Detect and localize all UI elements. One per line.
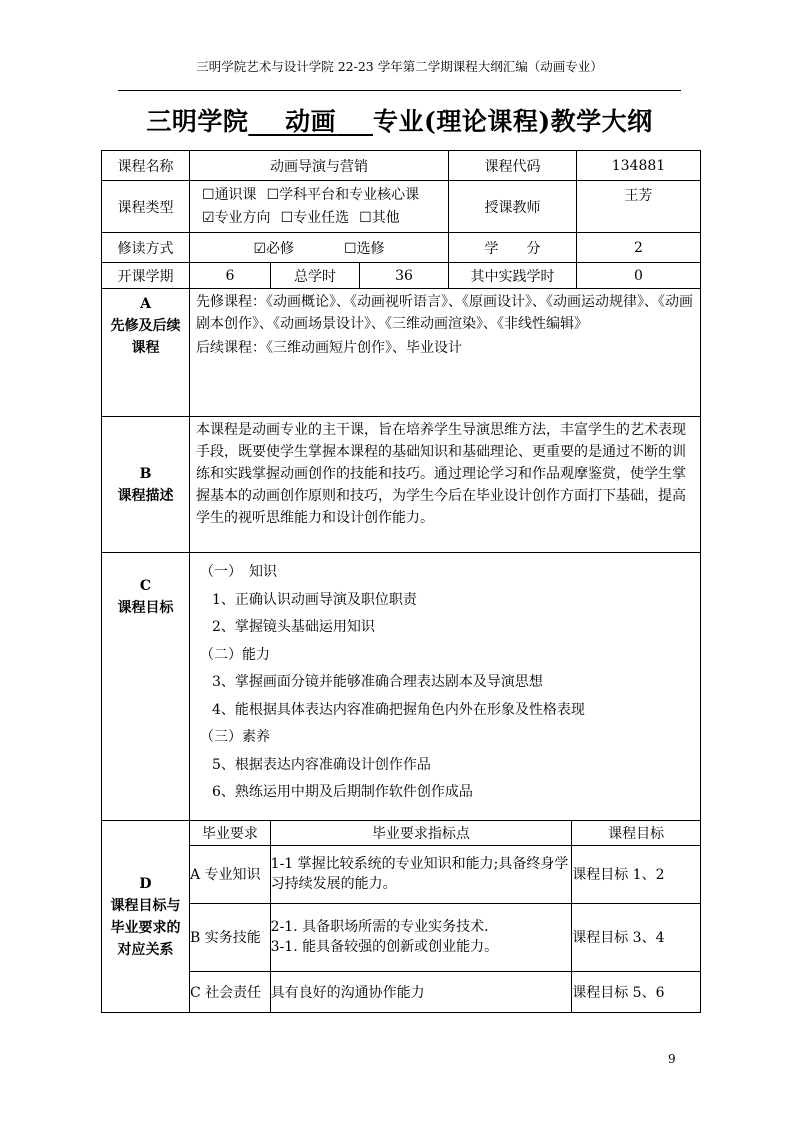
teacher-label: 授课教师	[449, 181, 577, 233]
running-header: 三明学院艺术与设计学院 22-23 学年第二学期课程大纲汇编（动画专业）	[196, 59, 603, 74]
credit-value: 2	[577, 233, 701, 263]
course-code-label: 课程代码	[449, 151, 577, 181]
section-d-content	[190, 821, 701, 1013]
column-header: 毕业要求指标点	[270, 821, 572, 845]
section-d-label: D 课程目标与毕业要求的对应关系	[102, 821, 190, 1013]
type-option-direction: ☑专业方向	[202, 209, 271, 226]
section-a-content	[190, 289, 701, 417]
course-goals	[190, 553, 700, 807]
table-row	[190, 903, 700, 971]
goal-group-heading: （二）能力	[200, 646, 270, 663]
column-header: 毕业要求	[190, 821, 270, 845]
document-title	[0, 102, 799, 138]
indicator-cell: 2-1. 具备职场所需的专业实务技术. 3-1. 能具备较强的创新或创业能力。	[270, 903, 572, 971]
credit-label: 学 分	[449, 233, 577, 263]
semester-label: 开课学期	[102, 263, 190, 289]
type-option-elective: ☐专业任选	[280, 209, 350, 226]
goal-cell: 课程目标 1、2	[572, 845, 700, 903]
goal-group-heading: （三）素养	[200, 729, 270, 745]
prerequisite-courses: 先修课程：《动画概论》、《动画视听语言》、《原画设计》、《动画运动规律》、《动画剧本创作》、《动画场景设计》、《三维动画渲染》、《非线性编辑》	[196, 294, 693, 332]
total-hours-value: 36	[360, 263, 449, 289]
goal-item: 3、掌握画面分镜并能够准确合理表达剧本及导演思想	[212, 674, 543, 690]
indicator-cell: 1-1 掌握比较系统的专业知识和能力;具备终身学习持续发展的能力。	[270, 845, 572, 903]
goal-item: 4、能根据具体表达内容准确把握角色内外在形象及性格表现	[212, 701, 585, 718]
course-name-value: 动画导演与营销	[190, 151, 449, 181]
goal-item: 2、掌握镜头基础运用知识	[212, 619, 375, 635]
table-row	[190, 845, 700, 903]
title-prefix: 三明学院	[146, 107, 249, 136]
teacher-value: 王芳	[577, 181, 701, 233]
goal-group-heading: （一） 知识	[200, 564, 277, 580]
study-option-required: ☑必修	[253, 240, 294, 257]
table-row	[190, 971, 700, 1012]
goal-item: 6、熟练运用中期及后期制作软件创作成品	[212, 784, 473, 800]
section-c-content	[190, 553, 701, 821]
practice-hours-value: 0	[577, 263, 701, 289]
practice-hours-label: 其中实践学时	[449, 263, 577, 289]
followup-courses: 后续课程：《三维动画短片创作》、毕业设计	[196, 340, 462, 356]
section-a-label: A 先修及后续课程	[102, 289, 190, 417]
course-description: 本课程是动画专业的主干课，旨在培养学生导演思维方法，丰富学生的艺术表现手段，既要使学生掌握本课程的基础知识和基础理论、更重要的是通过不断的训练和实践掌握动画创作的技能和技巧。通过理论学习和作品观摩鉴赏，使学生掌握基本的动画创作原则和技巧，为学生今后在毕业设计创作方面打下基础，提高学生的视听思维能力和设计创作能力。	[196, 422, 686, 526]
requirement-cell: C 社会责任	[190, 971, 270, 1012]
indicator-cell: 具有良好的沟通协作能力	[270, 971, 572, 1012]
semester-value: 6	[190, 263, 271, 289]
course-type-label: 课程类型	[102, 181, 190, 233]
type-option-core: ☐学科平台和专业核心课	[266, 186, 420, 203]
study-mode-label: 修读方式	[102, 233, 190, 263]
requirement-cell: A 专业知识	[190, 845, 270, 903]
title-major: 动画	[285, 107, 337, 136]
goal-item: 5、根据表达内容准确设计创作作品	[212, 756, 431, 773]
goal-requirement-table	[190, 821, 700, 1012]
course-outline-table	[101, 150, 701, 1013]
study-mode-options	[190, 233, 449, 263]
column-header: 课程目标	[572, 821, 700, 845]
section-c-label: C 课程目标	[102, 553, 190, 821]
page-number: 9	[668, 1052, 676, 1066]
header-divider	[118, 90, 681, 91]
course-name-label: 课程名称	[102, 151, 190, 181]
title-suffix: 专业(理论课程)教学大纲	[373, 107, 653, 136]
course-type-options	[190, 181, 449, 233]
section-b-label: B 课程描述	[102, 417, 190, 553]
type-option-other: ☐其他	[359, 209, 400, 226]
requirement-cell: B 实务技能	[190, 903, 270, 971]
total-hours-label: 总学时	[271, 263, 360, 289]
goal-cell: 课程目标 3、4	[572, 903, 700, 971]
course-code-value: 134881	[577, 151, 701, 181]
type-option-general: ☐通识课	[202, 186, 257, 203]
goal-cell: 课程目标 5、6	[572, 971, 700, 1012]
section-b-content	[190, 417, 701, 553]
goal-item: 1、正确认识动画导演及职位职责	[212, 591, 417, 608]
study-option-elective: ☐选修	[344, 240, 385, 257]
